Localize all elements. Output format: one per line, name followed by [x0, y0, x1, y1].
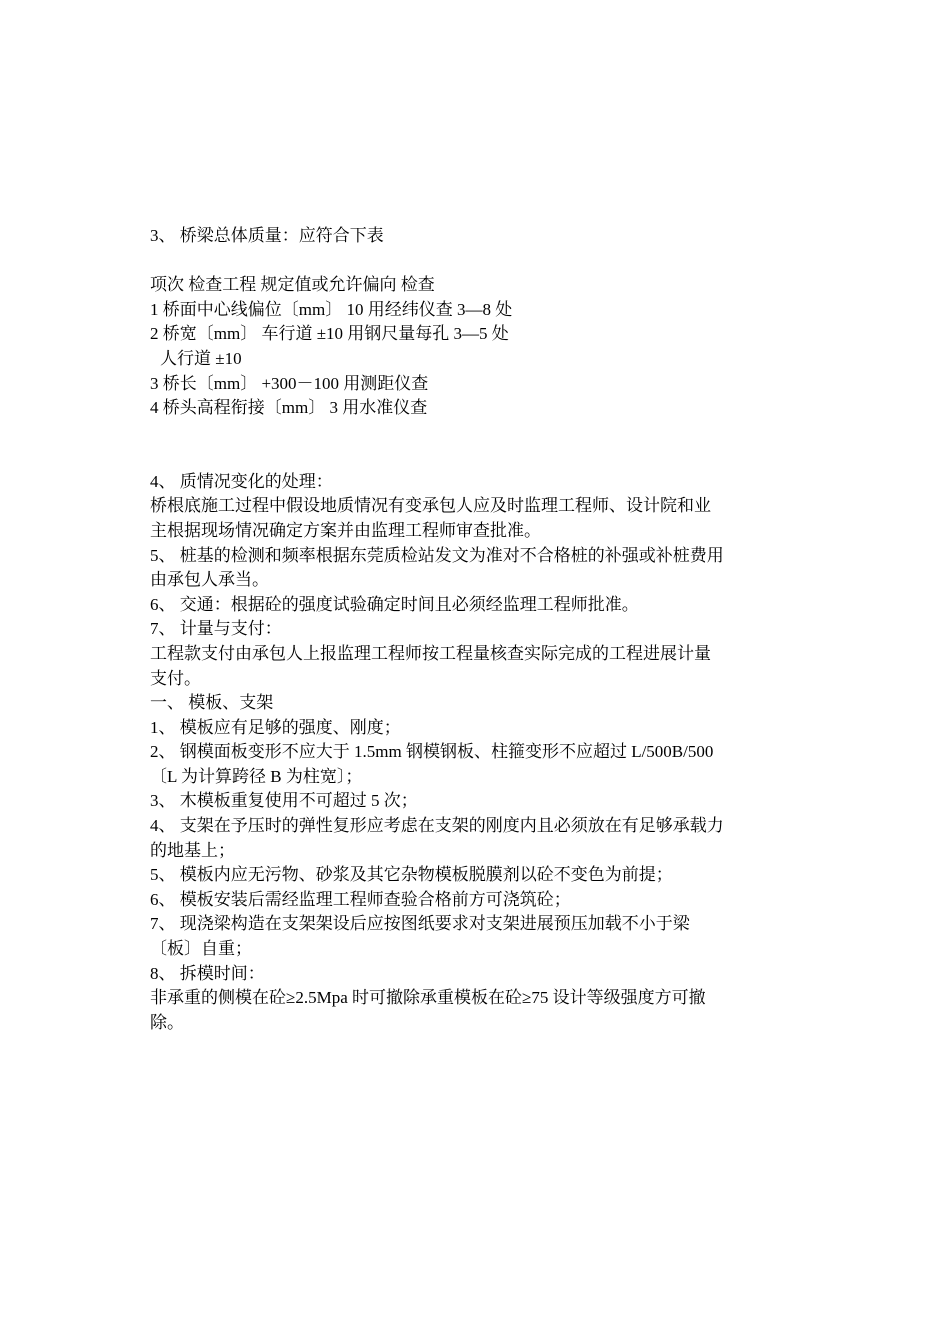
quality-table-row: 人行道 ±10 — [160, 348, 242, 368]
paragraph-line: 4、 支架在予压时的弹性复形应考虑在支架的刚度内且必须放在有足够承载力 — [150, 816, 724, 836]
paragraph-line: 6、 模板安装后需经监理工程师查验合格前方可浇筑砼； — [150, 889, 571, 909]
paragraph-line: 桥根底施工过程中假设地质情况有变承包人应及时监理工程师、设计院和业 — [150, 496, 711, 516]
paragraph-line: 6、 交通：根据砼的强度试验确定时间且必须经监理工程师批准。 — [150, 594, 639, 614]
document-body — [150, 224, 810, 1035]
paragraph-line: 非承重的侧模在砼≥2.5Mpa 时可撤除承重模板在砼≥75 设计等级强度方可撤 — [150, 988, 706, 1008]
quality-table-header: 项次 检查工程 规定值或允许偏向 检查 — [150, 275, 435, 295]
paragraph-line: 工程款支付由承包人上报监理工程师按工程量核查实际完成的工程进展计量 — [150, 643, 711, 663]
paragraph-line: 的地基上； — [150, 840, 235, 860]
paragraph-line: 8、 拆模时间： — [150, 963, 265, 983]
paragraph-line: 1、 模板应有足够的强度、刚度； — [150, 717, 401, 737]
paragraph-line: 〔板〕自重； — [150, 939, 252, 959]
paragraph-line: 2、 钢模面板变形不应大于 1.5mm 钢模钢板、柱箍变形不应超过 L/500B/500 — [150, 742, 714, 762]
paragraph-line: 除。 — [150, 1012, 184, 1032]
paragraph-line: 5、 模板内应无污物、砂浆及其它杂物模板脱膜剂以砼不变色为前提； — [150, 865, 673, 885]
paragraph-line: 7、 现浇梁构造在支架架设后应按图纸要求对支架进展预压加载不小于梁 — [150, 914, 690, 934]
paragraph-line: 支付。 — [150, 668, 201, 688]
paragraph-line: 主根据现场情况确定方案并由监理工程师审查批准。 — [150, 520, 541, 540]
section-3-heading: 3、 桥梁总体质量：应符合下表 — [150, 226, 384, 245]
paragraph-line: 7、 计量与支付： — [150, 619, 282, 639]
spacer — [150, 421, 810, 470]
spacer — [150, 249, 810, 274]
paragraph-line: 3、 木模板重复使用不可超过 5 次； — [150, 791, 418, 811]
paragraph-line: 4、 质情况变化的处理： — [150, 471, 333, 491]
paragraph-line: 由承包人承当。 — [150, 570, 269, 590]
paragraph-line: 5、 桩基的检测和频率根据东莞质检站发文为准对不合格桩的补强或补桩费用 — [150, 545, 724, 565]
paragraph-line: 〔L 为计算跨径 B 为柱宽〕； — [150, 766, 363, 786]
paragraph-line: 一、 模板、支架 — [150, 693, 274, 713]
quality-table-row: 4 桥头高程衔接〔mm〕 3 用水准仪查 — [150, 398, 428, 418]
quality-table-row: 2 桥宽〔mm〕 车行道 ±10 用钢尺量每孔 3—5 处 — [150, 324, 509, 344]
quality-table-row: 3 桥长〔mm〕 +300－100 用测距仪查 — [150, 373, 429, 393]
quality-table-row: 1 桥面中心线偏位〔mm〕 10 用经纬仪查 3—8 处 — [150, 299, 513, 319]
